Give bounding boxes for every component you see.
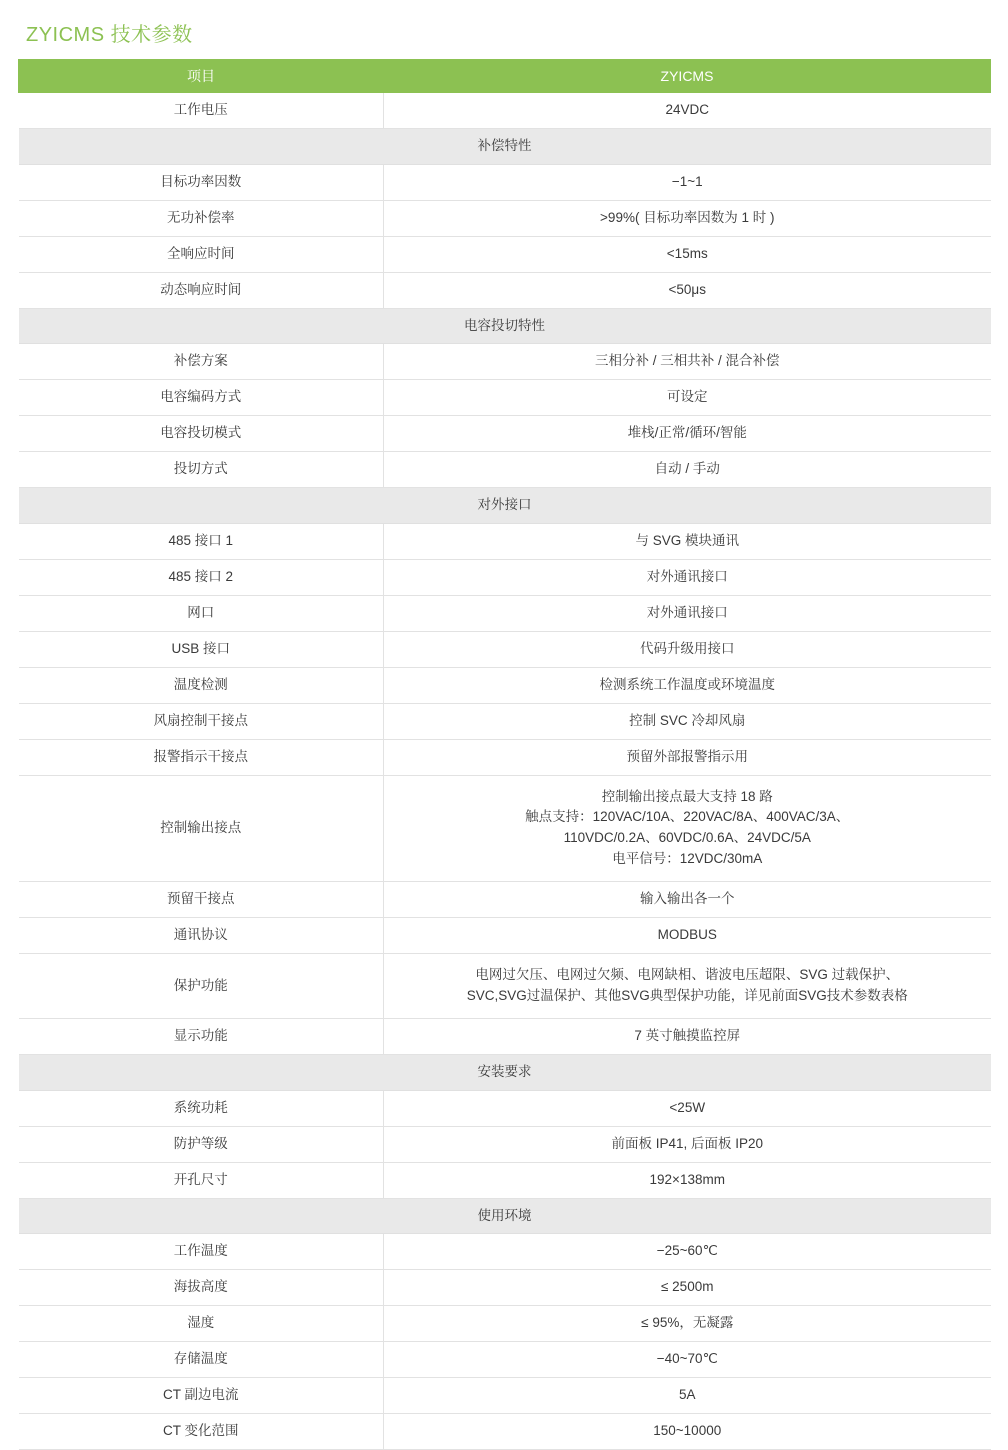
row-value: <50μs bbox=[384, 272, 991, 308]
row-label: 全响应时间 bbox=[19, 236, 384, 272]
table-row bbox=[19, 1306, 991, 1342]
row-label: 485 接口 1 bbox=[19, 524, 384, 560]
table-row bbox=[19, 1090, 991, 1126]
row-value: 输入输出各一个 bbox=[384, 882, 991, 918]
row-value: 5A bbox=[384, 1378, 991, 1414]
table-body bbox=[19, 93, 991, 1450]
spec-table bbox=[18, 59, 991, 1450]
table-row bbox=[19, 775, 991, 882]
table-row bbox=[19, 344, 991, 380]
row-label: 无功补偿率 bbox=[19, 200, 384, 236]
row-label: 目标功率因数 bbox=[19, 164, 384, 200]
row-label: 海拔高度 bbox=[19, 1270, 384, 1306]
table-row bbox=[19, 667, 991, 703]
row-value-line: SVC,SVG过温保护、其他SVG典型保护功能，详见前面SVG技术参数表格 bbox=[466, 987, 908, 1003]
table-row bbox=[19, 954, 991, 1019]
row-value: ≤ 2500m bbox=[384, 1270, 991, 1306]
table-row bbox=[19, 918, 991, 954]
table-row bbox=[19, 164, 991, 200]
table-row bbox=[19, 1342, 991, 1378]
row-value-line: 电平信号：12VDC/30mA bbox=[612, 851, 763, 867]
section-row bbox=[19, 128, 991, 164]
row-value: 可设定 bbox=[384, 380, 991, 416]
row-value: 前面板 IP41, 后面板 IP20 bbox=[384, 1126, 991, 1162]
row-label: 开孔尺寸 bbox=[19, 1162, 384, 1198]
row-label: 保护功能 bbox=[19, 954, 384, 1019]
row-value: 检测系统工作温度或环境温度 bbox=[384, 667, 991, 703]
table-row bbox=[19, 595, 991, 631]
table-row bbox=[19, 93, 991, 129]
table-row bbox=[19, 236, 991, 272]
row-value: −1~1 bbox=[384, 164, 991, 200]
row-value-line: 控制输出接点最大支持 18 路 bbox=[601, 788, 773, 804]
row-label: USB 接口 bbox=[19, 631, 384, 667]
row-value: 192×138mm bbox=[384, 1162, 991, 1198]
row-label: 网口 bbox=[19, 595, 384, 631]
row-label: 投切方式 bbox=[19, 452, 384, 488]
row-value bbox=[384, 954, 991, 1019]
row-value: 与 SVG 模块通讯 bbox=[384, 524, 991, 560]
row-value-lines bbox=[390, 965, 985, 1007]
table-row bbox=[19, 1126, 991, 1162]
table-row bbox=[19, 703, 991, 739]
table-row bbox=[19, 1018, 991, 1054]
row-label: 报警指示干接点 bbox=[19, 739, 384, 775]
row-value-line: 电网过欠压、电网过欠频、电网缺相、谐波电压超限、SVG 过载保护、 bbox=[475, 967, 900, 983]
row-label: 工作温度 bbox=[19, 1234, 384, 1270]
row-value: 堆栈/正常/循环/智能 bbox=[384, 416, 991, 452]
row-label: 显示功能 bbox=[19, 1018, 384, 1054]
row-value: MODBUS bbox=[384, 918, 991, 954]
page-title: ZYICMS 技术参数 bbox=[26, 24, 193, 46]
row-value: >99%( 目标功率因数为 1 时 ) bbox=[384, 200, 991, 236]
row-value: 代码升级用接口 bbox=[384, 631, 991, 667]
section-label: 电容投切特性 bbox=[19, 308, 991, 344]
row-value: ≤ 95%，无凝露 bbox=[384, 1306, 991, 1342]
table-row bbox=[19, 272, 991, 308]
table-row bbox=[19, 739, 991, 775]
row-value-line: 触点支持：120VAC/10A、220VAC/8A、400VAC/3A、 bbox=[525, 809, 850, 825]
section-row bbox=[19, 488, 991, 524]
row-label: 补偿方案 bbox=[19, 344, 384, 380]
row-value: 对外通讯接口 bbox=[384, 595, 991, 631]
column-header-item: 项目 bbox=[19, 60, 384, 93]
row-value: 自动 / 手动 bbox=[384, 452, 991, 488]
row-value: 7 英寸触摸监控屏 bbox=[384, 1018, 991, 1054]
row-label: 通讯协议 bbox=[19, 918, 384, 954]
table-header-row bbox=[19, 60, 991, 93]
section-row bbox=[19, 308, 991, 344]
table-row bbox=[19, 452, 991, 488]
table-row bbox=[19, 416, 991, 452]
row-value: 对外通讯接口 bbox=[384, 559, 991, 595]
row-value: <15ms bbox=[384, 236, 991, 272]
row-label: 系统功耗 bbox=[19, 1090, 384, 1126]
row-label: 工作电压 bbox=[19, 93, 384, 129]
row-label: 防护等级 bbox=[19, 1126, 384, 1162]
table-row bbox=[19, 882, 991, 918]
table-row bbox=[19, 380, 991, 416]
section-label: 使用环境 bbox=[19, 1198, 991, 1234]
table-row bbox=[19, 524, 991, 560]
row-label: 预留干接点 bbox=[19, 882, 384, 918]
row-value: 预留外部报警指示用 bbox=[384, 739, 991, 775]
column-header-model: ZYICMS bbox=[384, 60, 991, 93]
section-label: 安装要求 bbox=[19, 1054, 991, 1090]
table-row bbox=[19, 200, 991, 236]
row-label: CT 副边电流 bbox=[19, 1378, 384, 1414]
row-label: 湿度 bbox=[19, 1306, 384, 1342]
table-row bbox=[19, 631, 991, 667]
row-label: 控制输出接点 bbox=[19, 775, 384, 882]
row-value: −40~70℃ bbox=[384, 1342, 991, 1378]
table-row bbox=[19, 1162, 991, 1198]
row-value: <25W bbox=[384, 1090, 991, 1126]
table-row bbox=[19, 1234, 991, 1270]
section-row bbox=[19, 1054, 991, 1090]
row-label: 电容编码方式 bbox=[19, 380, 384, 416]
row-label: 温度检测 bbox=[19, 667, 384, 703]
row-value-lines bbox=[390, 787, 985, 871]
section-label: 补偿特性 bbox=[19, 128, 991, 164]
row-value: −25~60℃ bbox=[384, 1234, 991, 1270]
row-label: 485 接口 2 bbox=[19, 559, 384, 595]
table-row bbox=[19, 1270, 991, 1306]
row-value bbox=[384, 775, 991, 882]
row-value-line: 110VDC/0.2A、60VDC/0.6A、24VDC/5A bbox=[563, 830, 811, 846]
row-label: CT 变化范围 bbox=[19, 1414, 384, 1450]
row-label: 动态响应时间 bbox=[19, 272, 384, 308]
row-label: 电容投切模式 bbox=[19, 416, 384, 452]
row-value: 150~10000 bbox=[384, 1414, 991, 1450]
row-label: 存储温度 bbox=[19, 1342, 384, 1378]
row-value: 24VDC bbox=[384, 93, 991, 129]
row-value: 三相分补 / 三相共补 / 混合补偿 bbox=[384, 344, 991, 380]
row-value: 控制 SVC 冷却风扇 bbox=[384, 703, 991, 739]
table-row bbox=[19, 559, 991, 595]
section-row bbox=[19, 1198, 991, 1234]
table-row bbox=[19, 1414, 991, 1450]
table-row bbox=[19, 1378, 991, 1414]
section-label: 对外接口 bbox=[19, 488, 991, 524]
row-label: 风扇控制干接点 bbox=[19, 703, 384, 739]
